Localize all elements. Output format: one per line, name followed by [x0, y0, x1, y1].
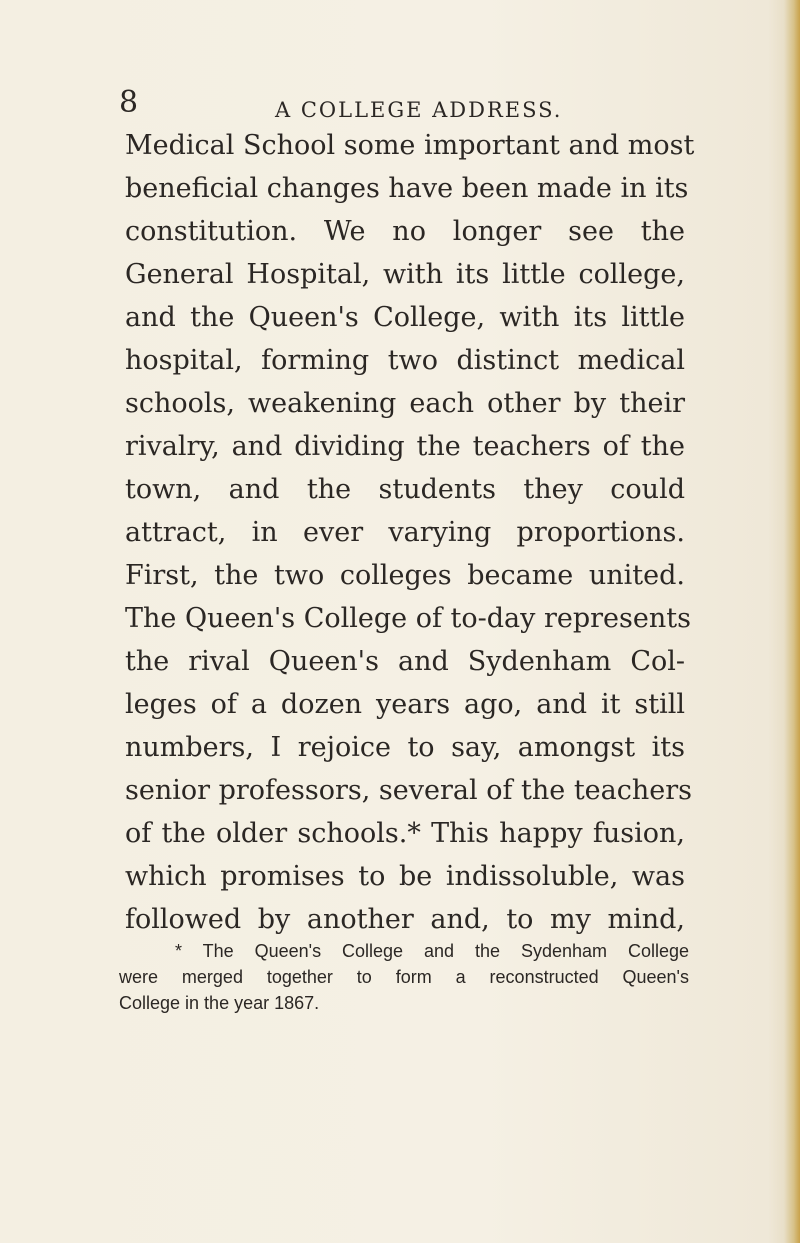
footnote-line: were merged together to form a reconstructed Queen's [119, 967, 689, 987]
text-line: attract, in ever varying proportions. [125, 517, 685, 548]
page-number: 8 [119, 85, 139, 120]
text-line: hospital, forming two distinct medical [125, 345, 685, 376]
text-line: numbers, I rejoice to say, amongst its [125, 732, 685, 763]
text-line: which promises to be indissoluble, was [125, 861, 685, 892]
running-head: A COLLEGE ADDRESS. [275, 98, 563, 122]
text-line: leges of a dozen years ago, and it still [125, 689, 685, 720]
page-edge [784, 0, 800, 1243]
text-line: First, the two colleges became united. [125, 560, 685, 591]
text-line: of the older schools.* This happy fusion, [125, 818, 685, 849]
text-line: rivalry, and dividing the teachers of the [125, 431, 685, 462]
text-line: followed by another and, to my mind, [125, 904, 685, 935]
text-line: the rival Queen's and Sydenham Col- [125, 646, 685, 677]
text-line: The Queen's College of to-day represents [125, 603, 691, 634]
text-line: beneficial changes have been made in its [125, 173, 689, 204]
text-line: schools, weakening each other by their [125, 388, 685, 419]
text-line: senior professors, several of the teachers [125, 775, 693, 806]
body-text [125, 124, 695, 941]
text-line: constitution. We no longer see the [125, 216, 685, 247]
footnote [119, 938, 689, 1016]
text-line: town, and the students they could [125, 474, 685, 505]
text-line: and the Queen's College, with its little [125, 302, 685, 333]
footnote-line: * The Queen's College and the Sydenham College [175, 941, 689, 961]
text-line: Medical School some important and most [125, 130, 695, 161]
text-line: General Hospital, with its little college, [125, 259, 685, 290]
footnote-line: College in the year 1867. [119, 993, 320, 1013]
